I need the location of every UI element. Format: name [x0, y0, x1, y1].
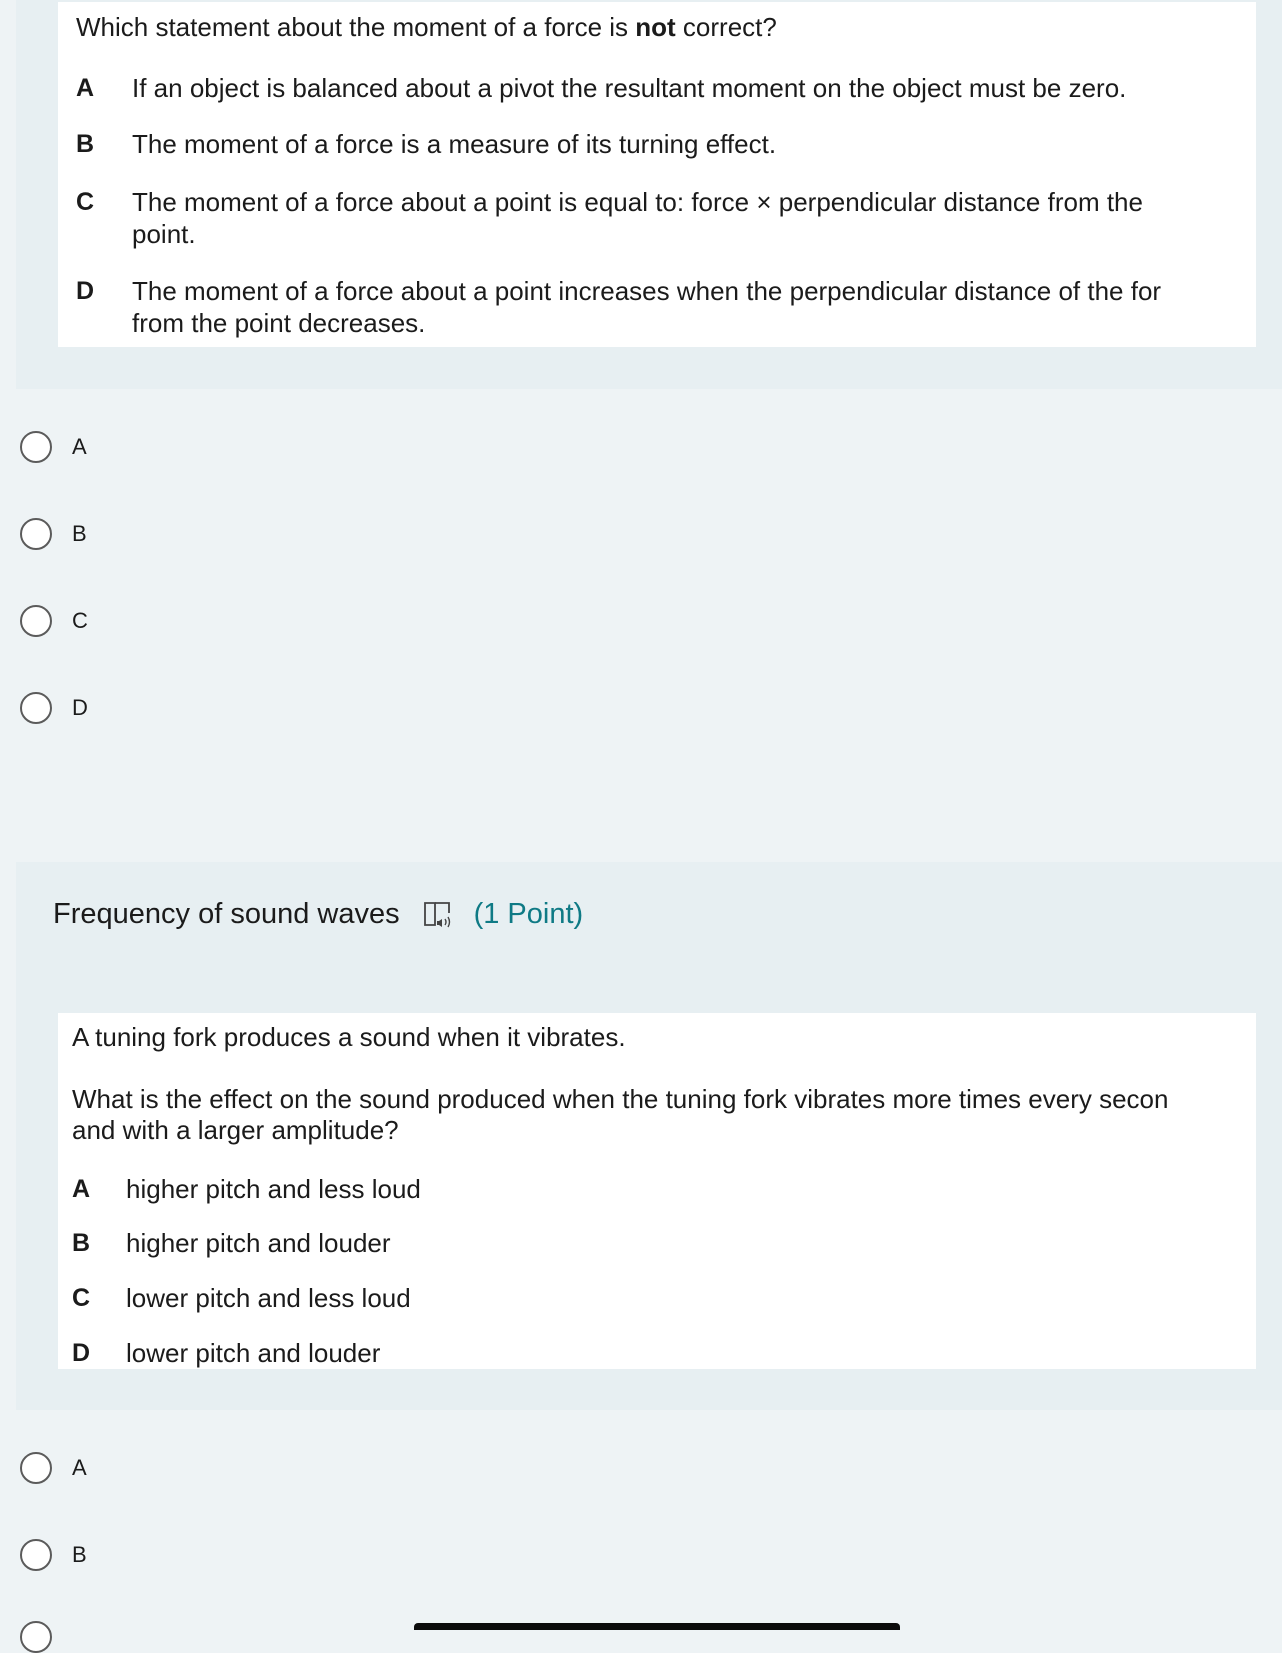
q1-option-text-c-line2: point. [132, 219, 196, 249]
choice-label: B [72, 521, 87, 546]
q1-option-letter-c: C [76, 188, 95, 216]
choice-label: D [72, 695, 88, 720]
question-2-image [58, 1013, 1256, 1369]
q1-option-letter-d: D [76, 277, 95, 305]
radio-button[interactable] [20, 605, 52, 637]
q2-stem-line3: and with a larger amplitude? [72, 1115, 399, 1145]
q2-option-letter-c: C [72, 1284, 91, 1312]
q2-choice-c-radio-partial[interactable] [20, 1621, 52, 1653]
question-2-title [53, 898, 583, 931]
question-1-stem [76, 12, 777, 43]
question-title: Frequency of sound waves [53, 898, 400, 930]
immersive-reader-icon[interactable] [422, 900, 454, 930]
q2-option-text-d: lower pitch and louder [126, 1338, 381, 1368]
q1-choice-c[interactable] [20, 603, 88, 639]
radio-button[interactable] [20, 692, 52, 724]
q1-option-text-a: If an object is balanced about a pivot the resultant moment on the object must be zero. [132, 73, 1127, 103]
radio-button[interactable] [20, 518, 52, 550]
stem-text: Which statement about the moment of a force is [76, 12, 636, 42]
home-indicator [414, 1623, 900, 1630]
stem-emphasis: not [635, 12, 676, 42]
q1-option-text-d-line2: from the point decreases. [132, 308, 426, 338]
q2-option-letter-b: B [72, 1229, 91, 1257]
q2-option-letter-a: A [72, 1175, 91, 1203]
radio-button[interactable] [20, 1539, 52, 1571]
q1-option-text-d: The moment of a force about a point increases when the perpendicular distance of the for [132, 276, 1162, 306]
q2-choice-a[interactable] [20, 1450, 87, 1486]
question-1-image [58, 2, 1256, 347]
choice-label: A [72, 434, 87, 459]
q2-option-text-b: higher pitch and louder [126, 1228, 391, 1258]
q2-choice-b[interactable] [20, 1537, 87, 1573]
choice-label: C [72, 608, 88, 633]
choice-label: A [72, 1455, 87, 1480]
q1-choice-a[interactable] [20, 429, 87, 465]
q1-option-text-c: The moment of a force about a point is equal to: force × perpendicular distance from the [132, 187, 1143, 217]
q2-option-text-c: lower pitch and less loud [126, 1283, 411, 1313]
radio-button[interactable] [20, 1452, 52, 1484]
q1-choice-d[interactable] [20, 690, 88, 726]
q1-choice-b[interactable] [20, 516, 87, 552]
question-points: (1 Point) [473, 898, 584, 930]
q1-option-letter-a: A [76, 74, 95, 102]
q2-stem-line1: A tuning fork produces a sound when it vibrates. [72, 1022, 626, 1052]
choice-label: B [72, 1542, 87, 1567]
radio-button[interactable] [20, 431, 52, 463]
q1-option-text-b: The moment of a force is a measure of its turning effect. [132, 129, 777, 159]
q1-option-letter-b: B [76, 130, 95, 158]
q2-option-text-a: higher pitch and less loud [126, 1174, 421, 1204]
q2-option-letter-d: D [72, 1339, 91, 1367]
stem-text-end: correct? [675, 12, 777, 42]
q2-stem-line2: What is the effect on the sound produced when the tuning fork vibrates more times every secon [72, 1084, 1169, 1114]
